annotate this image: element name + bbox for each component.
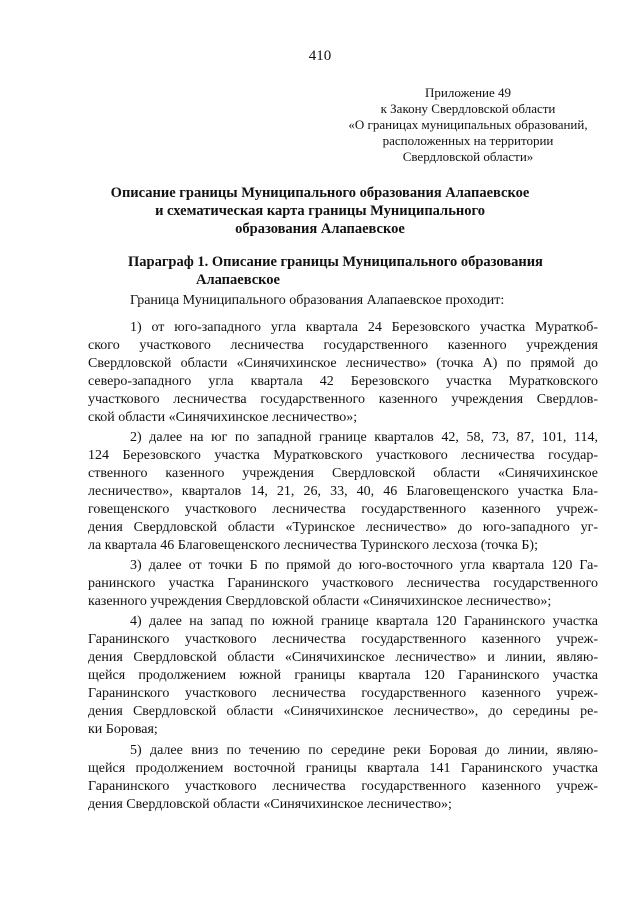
text-line: дения Свердловской области «Синячихинское лесничество» и линии, являю- [88,650,598,665]
text-line: ки Боровая; [88,722,158,737]
appendix-line: «О границах муниципальных образований, [348,117,588,132]
text-line: 1) от юго-западного угла квартала 24 Березовского участка Мураткоб- [130,320,598,335]
text-line: Свердловской области «Синячихинское лесничество» (точка А) по прямой до [88,356,598,371]
document-title [60,184,580,238]
text-line: 5) далее вниз по течению по середине реки Боровая до линии, являю- [130,743,598,758]
paragraph-heading [128,253,588,289]
text-line: ранинского участка Гаранинского участкового лесничества государственного [88,576,598,591]
page-number: 410 [308,48,332,64]
heading-line: Параграф 1. Описание границы Муниципального образования [128,254,543,270]
boundary-item-4 [88,613,598,739]
appendix-line: расположенных на территории [382,133,554,148]
heading-line: Алапаевское [196,272,280,288]
text-line: Гаранинского участкового лесничества государственного казенного учреж- [88,779,598,794]
text-line: говещенского участкового лесничества государственного казенного учреж- [88,502,598,517]
boundary-item-5 [88,742,598,814]
appendix-line: Приложение 49 [424,85,512,100]
text-line: 3) далее от точки Б по прямой до юго-восточного угла квартала 120 Га- [130,558,598,573]
appendix-note [330,85,606,165]
text-line: дения Свердловской области «Синячихинское лесничество»; [88,797,452,812]
intro-text [88,292,598,310]
boundary-item-3 [88,557,598,611]
text-line: ственного казенного учреждения Свердловской области «Синячихинское [88,466,598,481]
text-line: лесничество», кварталов 14, 21, 26, 33, 40, 46 Благовещенского участка Бла- [88,484,598,499]
text-line: ла квартала 46 Благовещенского лесничества Туринского лесхоза (точка Б); [88,538,538,553]
boundary-item-1 [88,319,598,427]
intro-line: Граница Муниципального образования Алапаевское проходит: [130,293,505,308]
text-line: 124 Березовского участка Муратковского участкового лесничества государ- [88,448,598,463]
text-line: щейся продолжением южной границы квартала 120 Гаранинского участка [88,668,598,683]
text-line: ской области «Синячихинское лесничество»; [88,410,358,425]
title-line: образования Алапаевское [235,221,405,237]
title-line: и схематическая карта границы Муниципального [155,203,485,219]
text-line: дения Свердловской области «Синячихинское лесничество», до середины ре- [88,704,598,719]
boundary-item-2 [88,429,598,555]
text-line: 4) далее на запад по южной границе квартала 120 Гаранинского участка [130,614,598,629]
text-line: ского участкового лесничества государственного казенного учреждения [88,338,598,353]
text-line: участкового лесничества государственного казенного учреждения Свердлов- [88,392,598,407]
text-line: Гаранинского участкового лесничества государственного казенного учреж- [88,632,598,647]
text-line: северо-западного угла квартала 42 Березовского участка Муратковского [88,374,598,389]
text-line: щейся продолжением восточной границы квартала 141 Гаранинского участка [88,761,598,776]
title-line: Описание границы Муниципального образования Алапаевское [110,185,530,201]
text-line: дения Свердловской области «Туринское лесничество» до юго-западного уг- [88,520,598,535]
appendix-line: к Закону Свердловской области [380,101,556,116]
text-line: 2) далее на юг по западной границе кварталов 42, 58, 73, 87, 101, 114, [130,430,598,445]
appendix-line: Свердловской области» [402,149,534,164]
text-line: казенного учреждения Свердловской области «Синячихинское лесничество»; [88,594,552,609]
text-line: Гаранинского участкового лесничества государственного казенного учреж- [88,686,598,701]
